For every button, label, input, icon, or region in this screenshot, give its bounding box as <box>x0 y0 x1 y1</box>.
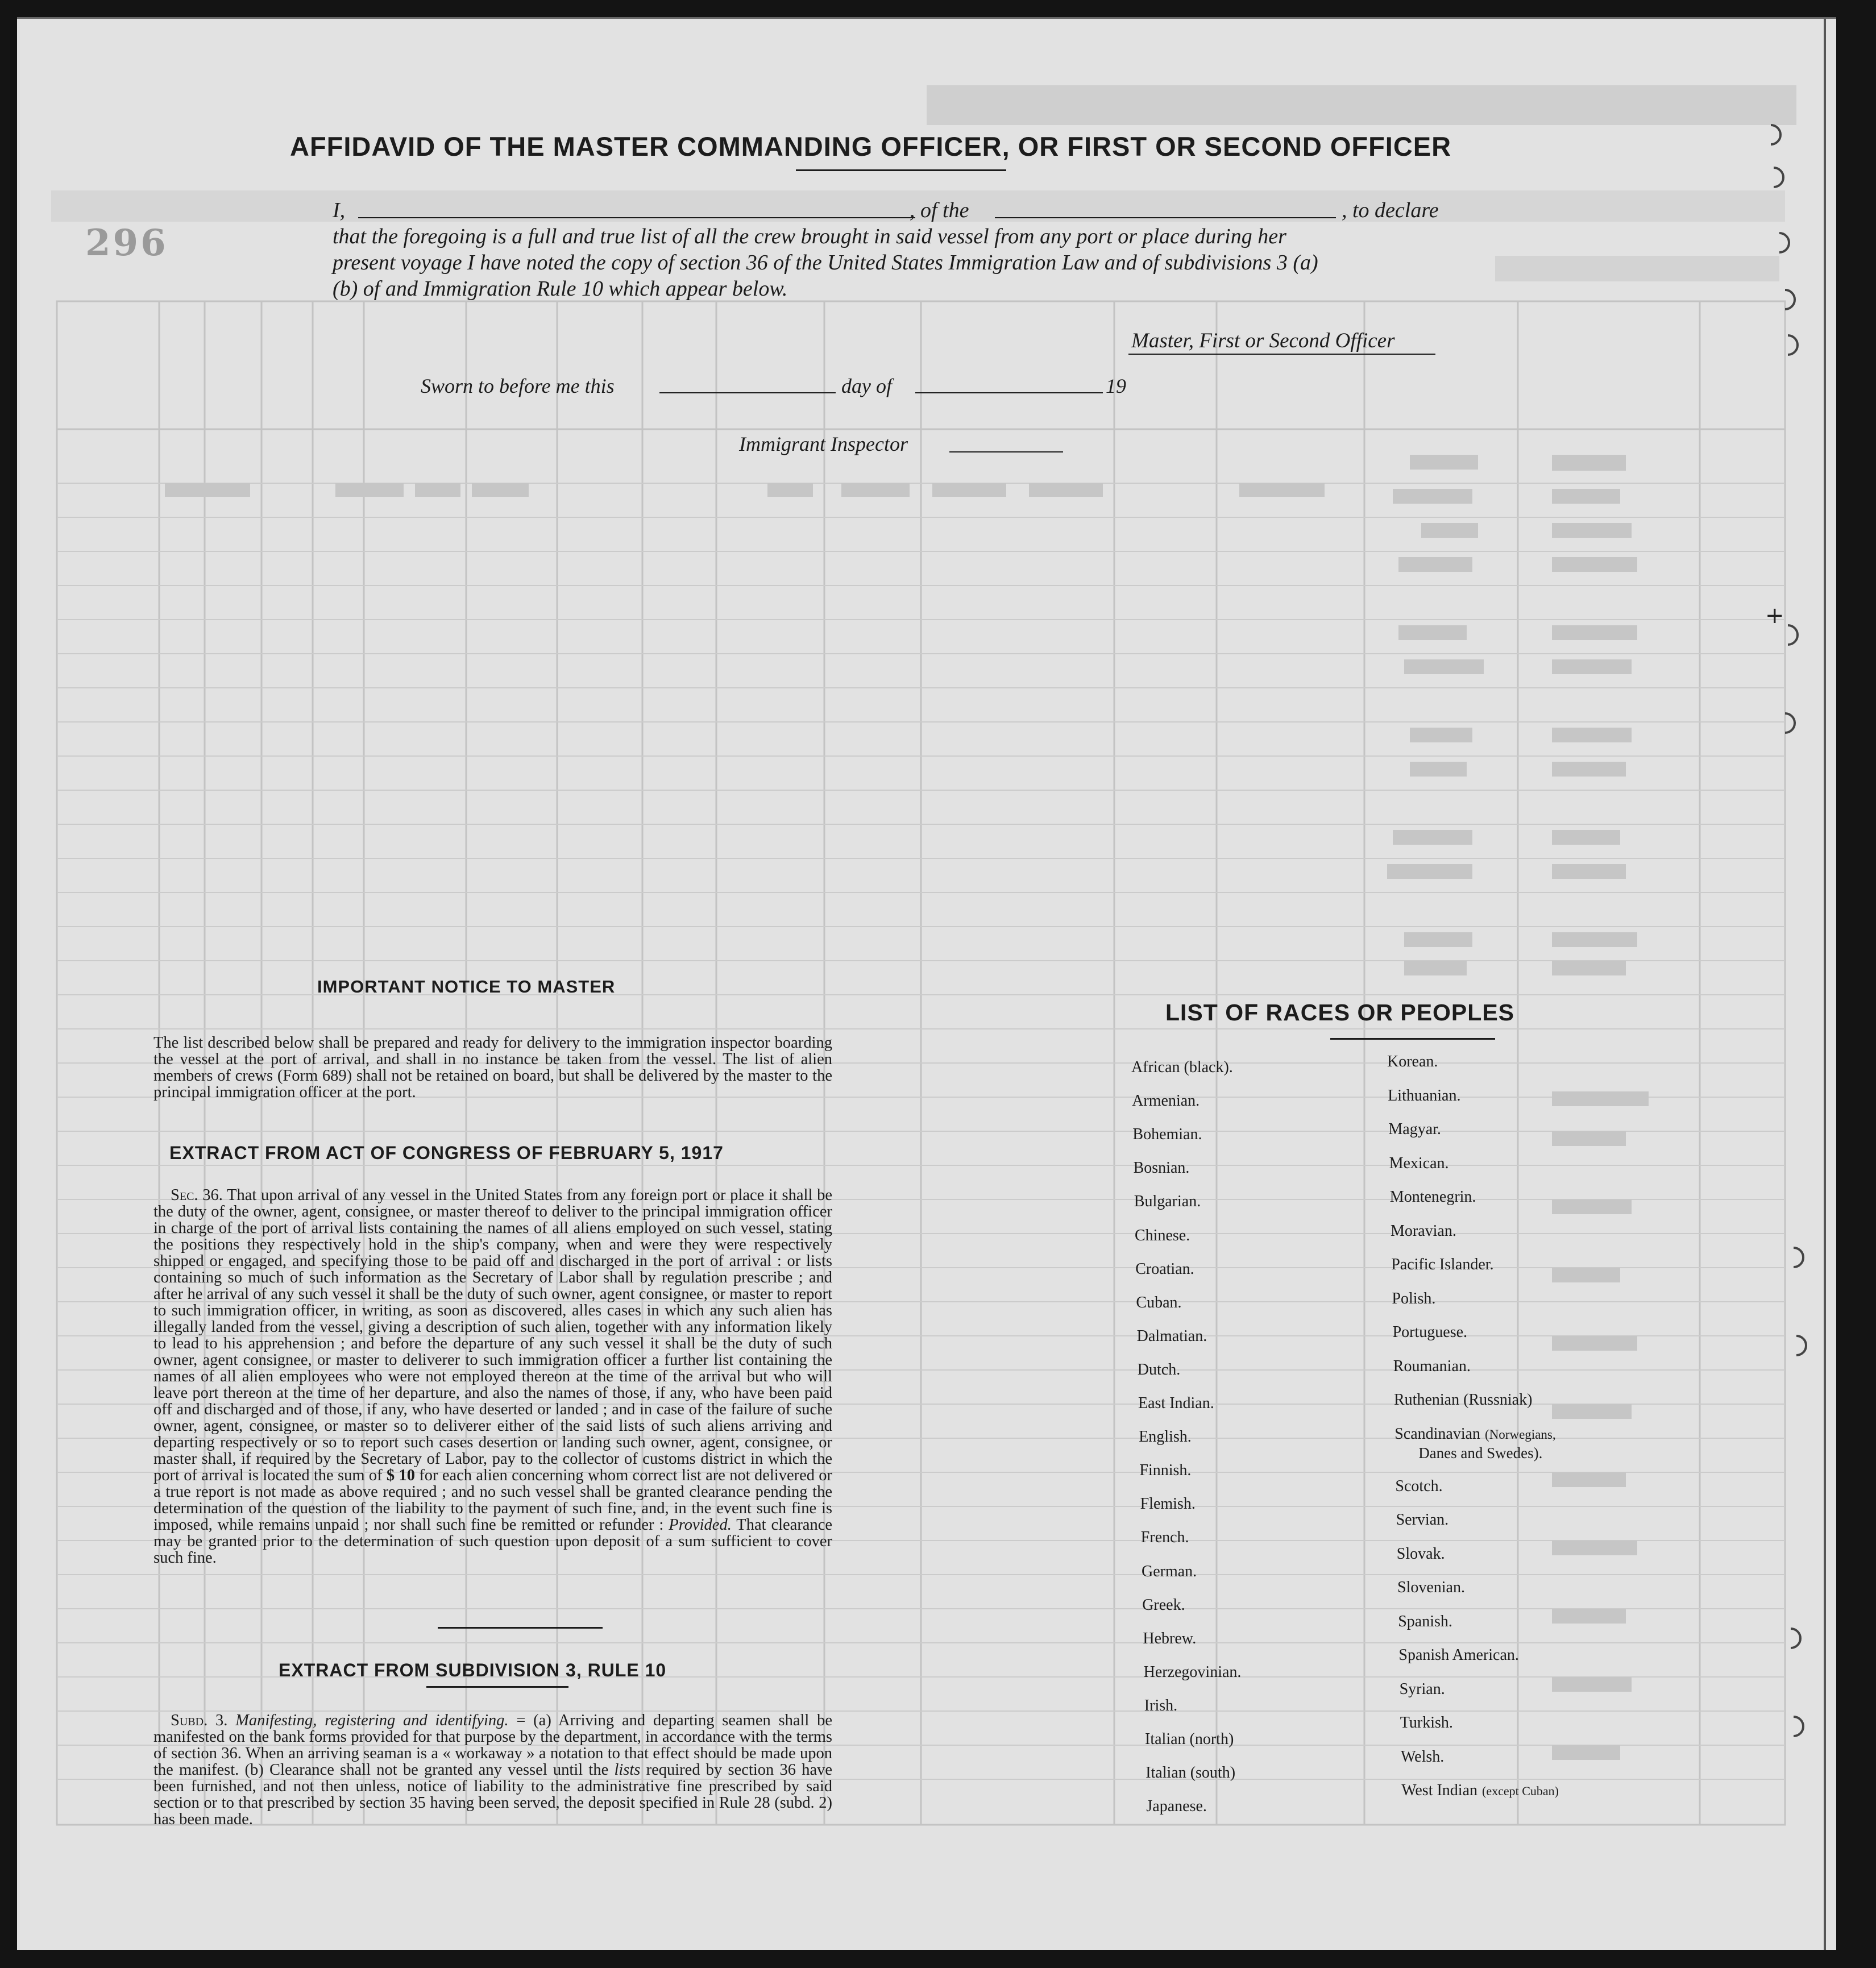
margin-cross-mark: + <box>1765 603 1784 629</box>
race-item: Japanese. <box>1146 1797 1207 1816</box>
rule-lists-word: lists <box>614 1761 641 1779</box>
race-item <box>1391 1256 1493 1274</box>
inspector-signature-blank <box>949 451 1063 452</box>
rule-text <box>153 1712 832 1828</box>
rule-heading-rule <box>426 1686 568 1688</box>
notice-text: The list described below shall be prepared and ready for delivery to the immigration inspector boarding the vessel at the port of arrival, and shall in no instance be taken from the vessel. The list of alien members of crews (Form 689) shall not be retained on board, but shall be delivered by the master to the principal immigration officer at the port. <box>153 1034 832 1101</box>
race-item-label: West Indian <box>1401 1782 1478 1799</box>
race-item <box>1397 1579 1465 1597</box>
race-item: Bulgarian. <box>1134 1193 1201 1211</box>
master-signature-blank <box>1128 354 1435 355</box>
race-item: English. <box>1139 1428 1192 1446</box>
act-text-part2: for each alien concerning whom correct list are not delivered or a true report is not made as above required ; and no such vessel shall be granted clearance pending the determination of the question of the liability to the payment of such fine, and, in the event such fine is imposed, while remains unpaid ; nor shall such fine be remitted or refunder : <box>153 1467 833 1534</box>
act-provided-word: Provided. <box>669 1516 732 1534</box>
section-divider <box>438 1627 603 1629</box>
affidavit-line1-of-the: , of the <box>910 198 969 222</box>
race-item: Armenian. <box>1132 1092 1200 1110</box>
affidavit-title: AFFIDAVID OF THE MASTER COMMANDING OFFICER, OR FIRST OR SECOND OFFICER <box>290 131 1452 161</box>
sworn-day-blank <box>659 392 836 393</box>
affidavit-line4: (b) of and Immigration Rule 10 which appear below. <box>333 277 788 301</box>
race-item-label: Montenegrin. <box>1389 1188 1476 1206</box>
race-item: Irish. <box>1144 1696 1178 1714</box>
race-item <box>1392 1290 1435 1308</box>
race-item-label: Slovenian. <box>1397 1579 1465 1596</box>
race-item-label: Roumanian. <box>1393 1357 1471 1375</box>
year-label: 19 <box>1106 375 1126 397</box>
day-of-label: day of <box>841 375 892 397</box>
race-note: (except Cuban) <box>1482 1784 1559 1798</box>
race-item-label: Moravian. <box>1391 1222 1456 1240</box>
race-item: Dutch. <box>1137 1360 1181 1379</box>
master-label: Master, First or Second Officer <box>1131 329 1395 352</box>
act-amount: $ 10 <box>386 1467 415 1484</box>
notice-heading: IMPORTANT NOTICE TO MASTER <box>317 977 616 997</box>
rule-subd-title: Manifesting, registering and identifying. <box>235 1712 509 1729</box>
stamp-number: 296 <box>85 222 168 264</box>
race-item <box>1390 1188 1476 1206</box>
affidavit-line1-i: I, <box>333 198 346 222</box>
race-item-label: Scandinavian <box>1394 1425 1481 1443</box>
race-item-label: Welsh. <box>1401 1747 1445 1766</box>
name-blank <box>358 217 915 218</box>
act-section-label: Sec. 36. <box>171 1186 223 1204</box>
race-item <box>1398 1613 1452 1631</box>
race-item <box>1401 1782 1559 1800</box>
race-item-label: Scotch. <box>1395 1477 1443 1495</box>
race-item: Herzegovinian. <box>1143 1663 1242 1681</box>
race-item <box>1387 1053 1438 1071</box>
race-item <box>1388 1120 1441 1139</box>
race-item: Cuban. <box>1136 1293 1182 1311</box>
race-item-label: Spanish American. <box>1398 1646 1519 1664</box>
race-item: Bohemian. <box>1132 1126 1202 1144</box>
rule-b-label: (b) <box>244 1761 264 1779</box>
rule-text-b2: required by section 36 have been furnished, and not then unless, notice of liability to the administrative fine prescribed by said section or to that prescribed by section 35 having been served, the deposit specified in Rule 28 (subd. 2) has been made. <box>153 1761 833 1828</box>
race-item: Italian (north) <box>1145 1730 1234 1748</box>
rule-heading: EXTRACT FROM SUBDIVISION 3, RULE 10 <box>279 1660 667 1680</box>
race-item-label: Syrian. <box>1399 1680 1445 1698</box>
race-item-label: Servian. <box>1396 1511 1449 1529</box>
affidavit-line1-declare: , to declare <box>1342 198 1439 222</box>
sworn-label: Sworn to before me this <box>421 375 615 397</box>
race-item <box>1389 1155 1449 1173</box>
races-heading: LIST OF RACES OR PEOPLES <box>1165 999 1515 1025</box>
affidavit-line2: that the foregoing is a full and true list of all the crew brought in said vessel from any port or place during her <box>333 225 1286 248</box>
race-item: Flemish. <box>1140 1495 1196 1513</box>
race-item <box>1396 1511 1449 1529</box>
race-item-label: Turkish. <box>1400 1714 1453 1732</box>
race-item <box>1393 1357 1471 1376</box>
race-item: Italian (south) <box>1145 1764 1236 1782</box>
race-item <box>1395 1477 1442 1496</box>
manifest-page <box>17 17 1836 1950</box>
race-item-label: Korean. <box>1387 1053 1438 1070</box>
race-item: German. <box>1142 1562 1197 1580</box>
race-item <box>1401 1748 1444 1766</box>
race-note-line2: Danes and Swedes). <box>1418 1444 1543 1462</box>
act-text-part1: That upon arrival of any vessel in the United States from any foreign port or place it shall be the duty of the owner, agent, consignee, or master thereof to deliver to the principal immigration officer in charge of the port of arrival lists containing the names of all aliens employed on such vessel, stating the positions they respectively hold in the ship's company, when and were they were respectively shipped or engaged, and specifying those to be paid off and discharged in the port of arrival : or lists containing so much of such information as the Secretary of Labor shall by regulation prescribe ; and after he arrival of any such vessel it shall be the duty of such owner, agent consignee, or master to report to such immigration officer, in writing, as soon as discovered, alles cases in which any such alien has illegally landed from the vessel, giving a description of such alien, together with any information likely to lead to his apprehension ; and before the departure of any such vessel it shall be the duty of such owner, agent consignee, or master to deliverer to such immigration officer a further list containing the names of all alien employees who were not employed thereon at the time of the arrival but who will leave port thereon at the time of her departure, and also the names of those, if any, who have been paid off and discharged and of those, if any, who have deserted or landed ; and in case of the failure of suche owner, agent, consignee, or master so to deliverer either of the said lists of such aliens arriving and departing respectively or so to report such cases desertion or landing such owner, agent, consignee, or master shall, if required by the Secretary of Labor, pay to the collector of customs district in which the port of arrival is located the sum of <box>153 1186 832 1484</box>
race-item-label: Ruthenian (Russniak) <box>1394 1391 1533 1409</box>
title-rule <box>796 169 1006 171</box>
race-item-label: Slovak. <box>1396 1544 1445 1563</box>
act-heading: EXTRACT FROM ACT OF CONGRESS OF FEBRUARY 5, 1917 <box>169 1143 724 1163</box>
race-item: French. <box>1140 1529 1189 1547</box>
race-item <box>1394 1425 1555 1462</box>
race-item-label: Mexican. <box>1389 1154 1449 1172</box>
inspector-label: Immigrant Inspector <box>739 433 908 455</box>
rule-text-b1: Clearance shall not be granted any vessel until the <box>269 1761 609 1779</box>
race-item: Croatian. <box>1135 1260 1194 1278</box>
rule-subd-label: Subd. 3. <box>171 1712 228 1729</box>
race-item: Greek. <box>1142 1596 1185 1614</box>
race-item: Finnish. <box>1139 1462 1192 1480</box>
race-item-label: Pacific Islander. <box>1391 1256 1494 1273</box>
race-item <box>1393 1323 1467 1342</box>
race-item-label: Portuguese. <box>1392 1323 1468 1341</box>
race-item: Hebrew. <box>1143 1629 1197 1647</box>
rule-text-a: = (a) Arriving and departing seamen shall be manifested on the bank forms provided for that purpose by the department, in accordance with the terms of section 36. When an arriving seaman is a « workaway » a notation to that effect should be made upon the manifest. <box>153 1712 833 1779</box>
race-item <box>1400 1714 1453 1732</box>
race-item: East Indian. <box>1138 1394 1214 1412</box>
race-item <box>1394 1391 1532 1409</box>
race-item-label: Polish. <box>1392 1289 1436 1307</box>
race-item-label: Lithuanian. <box>1388 1086 1461 1105</box>
act-text <box>153 1187 832 1566</box>
race-item <box>1398 1646 1519 1664</box>
race-item: Chinese. <box>1135 1226 1190 1244</box>
race-item-label: Spanish. <box>1398 1612 1452 1630</box>
races-heading-rule <box>1330 1038 1495 1040</box>
race-item: Bosnian. <box>1133 1159 1190 1177</box>
race-item: African (black). <box>1131 1058 1233 1076</box>
race-item <box>1397 1545 1445 1563</box>
race-item <box>1388 1087 1460 1105</box>
race-item <box>1400 1680 1445 1699</box>
race-item <box>1391 1222 1456 1240</box>
race-note: (Norwegians, <box>1485 1427 1556 1442</box>
act-text-part3: That clearance may be granted prior to the determination of such question upon deposit of a sum sufficient to cover such fine. <box>153 1516 833 1567</box>
race-item-label: Magyar. <box>1388 1120 1441 1138</box>
race-item: Dalmatian. <box>1136 1327 1207 1345</box>
sworn-month-blank <box>915 392 1103 393</box>
vessel-blank <box>995 217 1336 218</box>
affidavit-line3: present voyage I have noted the copy of section 36 of the United States Immigration Law and of subdivisions 3 (a) <box>333 251 1318 275</box>
